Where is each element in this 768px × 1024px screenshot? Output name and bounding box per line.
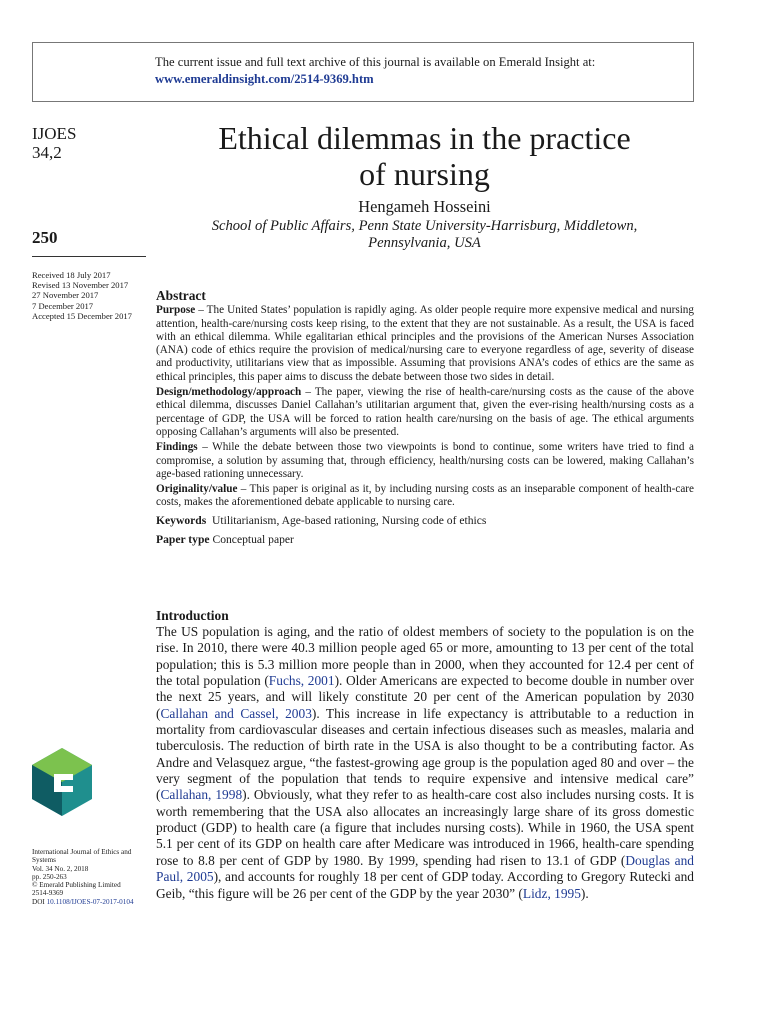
date-revised-3: 7 December 2017 [32,300,94,311]
journal-full-name: International Journal of Ethics and Systems [32,848,132,865]
archive-notice: The current issue and full text archive of this journal is available on Emerald Insight at: [155,55,596,69]
page-range: pp. 250-263 [32,872,67,881]
citation-link[interactable]: Callahan, 1998 [160,787,243,803]
date-revised-2: 27 November 2017 [32,290,99,301]
design-text: – The paper, viewing the rise of health-care/nursing costs as the cause of the above ethical dilemma, discusses Daniel Callahan’s utilitarian argument that, given the ever-rising health/nursing costs as a percentage of GDP, the USA will be forced to ration health care/nursing on the basis of age. The ethical arguments opposing Callahan’s arguments will also be presented. [156,386,694,438]
doi-line [32,898,150,906]
date-received: Received 18 July 2017 [32,270,111,280]
design-label: Design/methodology/approach [156,386,302,399]
divider [32,256,146,257]
intro-text: ), and accounts for roughly 18 per cent of GDP today. According to Gregory Rutecki and Geib, “this figure will be 26 per cent of the GDP by the year 2030” ( [156,869,694,901]
intro-text: ). This increase in life expectancy is attributable to a reduction in mortality from cardiovascular diseases and certain infectious diseases such as measles, malaria and tuberculosis. The reduction of birth rate in the USA is also thought to be a contributing factor. As Andre and Velasquez argue, “the fastest-growing age group is the population aged 80 and over – the very segment of the population that tends to require expensive and intensive medical care” ( [156,705,694,803]
journal-url-link[interactable]: www.emeraldinsight.com/2514-9369.htm [155,72,374,86]
citation-link[interactable]: Fuchs, 2001 [268,673,335,689]
introduction-paragraph [156,624,694,902]
doi-label: DOI [32,897,47,906]
author-name: Hengameh Hosseini [358,197,491,216]
keywords-label: Keywords [156,513,207,527]
affiliation-line-2: Pennsylvania, USA [368,235,481,251]
volume-info: Vol. 34 No. 2, 2018 [32,864,89,873]
issn: 2514-9369 [32,889,64,898]
intro-text: ). Older Americans are expected to become double in number over the next 25 years, and will likely constitute 20 per cent of the American population by 2030 ( [156,673,694,721]
title-line-2: of nursing [359,156,490,192]
citation-link[interactable]: Callahan and Cassel, 2003 [160,705,312,721]
submission-dates [32,270,150,321]
journal-code [32,124,76,162]
findings-text: – While the debate between those two viewpoints is bond to continue, some writers have tried to find a compromise, a solution by assuming that, through efficiency, health/nursing costs can be lowered, making Callahan’s age-based rationing unnecessary. [156,441,694,480]
abstract-findings [156,441,694,481]
paper-type-text: Conceptual paper [212,533,294,547]
purpose-text: – The United States’ population is rapidly aging. As older people require more expensive medical and nursing attention, health-care/nursing costs keep rising, to the extent that they are not sustainable. As a result, the USA is faced with an ethical dilemma. While egalitarian ethical principles and the provisions of the American Nurses Association (ANA) code of ethics require the provision of medical/nursing care to everyone regardless of age, severity of disease and productivity, utilitarians view that as impossible. Assuming that provisions ANA’s codes of ethics are the same as ethical principles, this paper aims to discuss the debate between those two sides in detail. [156,304,694,383]
article-title [156,120,693,192]
intro-text: The US population is aging, and the ratio of oldest members of society to the population is on the rise. In 2010, there were 40.3 million people aged 65 or more, amounting to 13 per cent of the total population; this is 5.3 million more people than in 2000, when they accounted for 12.4 per cent of the total population ( [156,624,694,689]
purpose-label: Purpose [156,304,196,317]
copyright: © Emerald Publishing Limited [32,881,121,890]
paper-type [156,533,694,546]
page-number: 250 [32,228,58,247]
publication-info [32,848,150,906]
date-accepted: Accepted 15 December 2017 [32,310,132,321]
intro-text: ). [580,885,589,901]
introduction-heading: Introduction [156,608,229,623]
affiliation-line-1: School of Public Affairs, Penn State University-Harrisburg, Middletown, [211,218,638,234]
paper-type-label: Paper type [156,533,210,547]
introduction-section [156,607,694,902]
doi-link[interactable]: 10.1108/IJOES-07-2017-0104 [46,897,134,906]
findings-label: Findings [156,441,198,454]
author-affiliation [176,218,673,252]
citation-link[interactable]: Douglas and Paul, 2005 [156,852,694,885]
abstract [156,289,694,548]
originality-text: – This paper is original as it, by including nursing costs as an inseparable component of health-care costs, makes the aforementioned debate applicable to nursing care. [156,483,694,509]
journal-abbrev: IJOES [32,124,77,143]
citation-link[interactable]: Lidz, 1995 [522,885,581,901]
abstract-heading: Abstract [156,288,206,303]
abstract-originality [156,483,694,510]
title-line-1: Ethical dilemmas in the practice [218,120,631,156]
date-revised: Revised 13 November 2017 [32,280,129,291]
abstract-purpose [156,304,694,384]
abstract-design [156,386,694,439]
keywords-text: Utilitarianism, Age-based rationing, Nursing code of ethics [212,513,487,527]
emerald-logo-icon [32,748,92,816]
originality-label: Originality/value [156,483,238,496]
intro-text: ). Obviously, what they refer to as health-care cost also includes nursing costs. It is worth remembering that the USA also allocates an increasingly large share of its gross domestic product (GDP) to health care (a figure that includes nursing costs). While in 1960, the USA spent 5.1 per cent of its GDP on health care after Medicare was introduced in 1966, health-care spending rose to 8.8 per cent of GDP by 1980. By 1999, spending had risen to 13.1 of GDP ( [156,787,694,868]
keywords [156,514,694,527]
archive-banner [32,42,694,102]
journal-volume: 34,2 [32,143,62,162]
